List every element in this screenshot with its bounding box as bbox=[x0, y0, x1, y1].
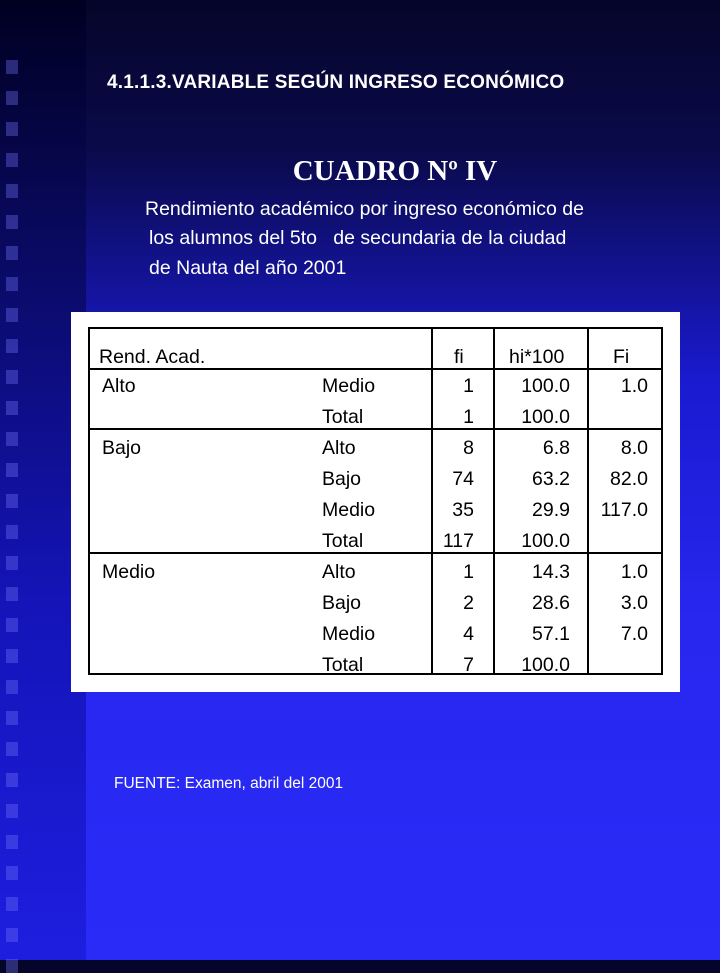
decorative-square bbox=[6, 432, 18, 446]
row-hi: 63.2 bbox=[532, 468, 570, 490]
row-fi: 2 bbox=[463, 592, 474, 614]
row-hi: 6.8 bbox=[542, 437, 570, 459]
decorative-square bbox=[6, 246, 18, 260]
row-sub-label: Alto bbox=[322, 437, 356, 459]
row-fi: 1 bbox=[463, 375, 474, 397]
decorative-square bbox=[6, 401, 18, 415]
frequency-table bbox=[88, 327, 663, 675]
row-hi: 57.1 bbox=[532, 623, 570, 645]
row-hi: 100.0 bbox=[521, 375, 570, 397]
row-fi: 74 bbox=[452, 468, 474, 490]
row-fi: 7 bbox=[463, 654, 474, 676]
decorative-square bbox=[6, 556, 18, 570]
row-sub-label: Total bbox=[322, 530, 364, 552]
decorative-square bbox=[6, 897, 18, 911]
row-fi: 1 bbox=[463, 406, 474, 428]
row-sub-label: Total bbox=[322, 654, 364, 676]
row-sub-label: Alto bbox=[322, 561, 356, 583]
row-cum-fi: 8.0 bbox=[620, 437, 648, 459]
decorative-square bbox=[6, 308, 18, 322]
row-fi: 1 bbox=[463, 561, 474, 583]
decorative-square bbox=[6, 370, 18, 384]
decorative-square bbox=[6, 711, 18, 725]
decorative-square bbox=[6, 618, 18, 632]
decorative-square bbox=[6, 928, 18, 942]
source-note: FUENTE: Examen, abril del 2001 bbox=[114, 775, 344, 792]
row-cum-fi: 1.0 bbox=[620, 561, 648, 583]
decorative-square bbox=[6, 122, 18, 136]
row-fi: 35 bbox=[452, 499, 474, 521]
table-number-title: CUADRO Nº IV bbox=[292, 155, 498, 187]
decorative-square bbox=[6, 463, 18, 477]
column-divider bbox=[493, 329, 495, 673]
row-hi: 14.3 bbox=[532, 561, 570, 583]
row-cum-fi: 82.0 bbox=[610, 468, 648, 490]
row-hi: 28.6 bbox=[532, 592, 570, 614]
description-line-2: los alumnos del 5to de secundaria de la ciudad bbox=[149, 227, 567, 249]
decorative-square bbox=[6, 804, 18, 818]
decorative-square bbox=[6, 680, 18, 694]
description-line-1: Rendimiento académico por ingreso económico de bbox=[145, 198, 584, 220]
header-rend-acad: Rend. Acad. bbox=[99, 346, 206, 368]
decorative-square bbox=[6, 339, 18, 353]
row-hi: 100.0 bbox=[521, 654, 570, 676]
row-sub-label: Medio bbox=[322, 623, 376, 645]
row-hi: 100.0 bbox=[521, 406, 570, 428]
decorative-square bbox=[6, 494, 18, 508]
row-group-label: Bajo bbox=[102, 437, 142, 459]
decorative-square bbox=[6, 60, 18, 74]
section-heading: 4.1.1.3.VARIABLE SEGÚN INGRESO ECONÓMICO bbox=[107, 72, 565, 93]
row-sub-label: Total bbox=[322, 406, 364, 428]
decorative-square bbox=[6, 215, 18, 229]
group-divider bbox=[90, 552, 661, 554]
decorative-square bbox=[6, 959, 18, 973]
row-group-label: Alto bbox=[102, 375, 136, 397]
row-fi: 4 bbox=[463, 623, 474, 645]
row-sub-label: Bajo bbox=[322, 592, 362, 614]
decorative-square bbox=[6, 525, 18, 539]
row-hi: 100.0 bbox=[521, 530, 570, 552]
decorative-square bbox=[6, 91, 18, 105]
decorative-square bbox=[6, 742, 18, 756]
row-cum-fi: 1.0 bbox=[620, 375, 648, 397]
row-sub-label: Bajo bbox=[322, 468, 362, 490]
header-hi: hi*100 bbox=[509, 346, 565, 368]
column-divider bbox=[587, 329, 589, 673]
row-group-label: Medio bbox=[102, 561, 156, 583]
row-sub-label: Medio bbox=[322, 499, 376, 521]
row-cum-fi: 3.0 bbox=[620, 592, 648, 614]
decorative-square bbox=[6, 835, 18, 849]
decorative-square bbox=[6, 587, 18, 601]
description-line-3: de Nauta del año 2001 bbox=[149, 257, 347, 279]
header-divider bbox=[90, 368, 661, 370]
decorative-square bbox=[6, 773, 18, 787]
column-divider bbox=[431, 329, 433, 673]
group-divider bbox=[90, 428, 661, 430]
row-cum-fi: 117.0 bbox=[600, 499, 648, 521]
decorative-square bbox=[6, 277, 18, 291]
header-fi: fi bbox=[454, 346, 464, 368]
decorative-square bbox=[6, 866, 18, 880]
row-hi: 29.9 bbox=[532, 499, 570, 521]
header-cum-fi: Fi bbox=[613, 346, 630, 368]
row-fi: 117 bbox=[442, 530, 474, 552]
row-sub-label: Medio bbox=[322, 375, 376, 397]
decorative-square bbox=[6, 649, 18, 663]
row-cum-fi: 7.0 bbox=[620, 623, 648, 645]
row-fi: 8 bbox=[463, 437, 474, 459]
